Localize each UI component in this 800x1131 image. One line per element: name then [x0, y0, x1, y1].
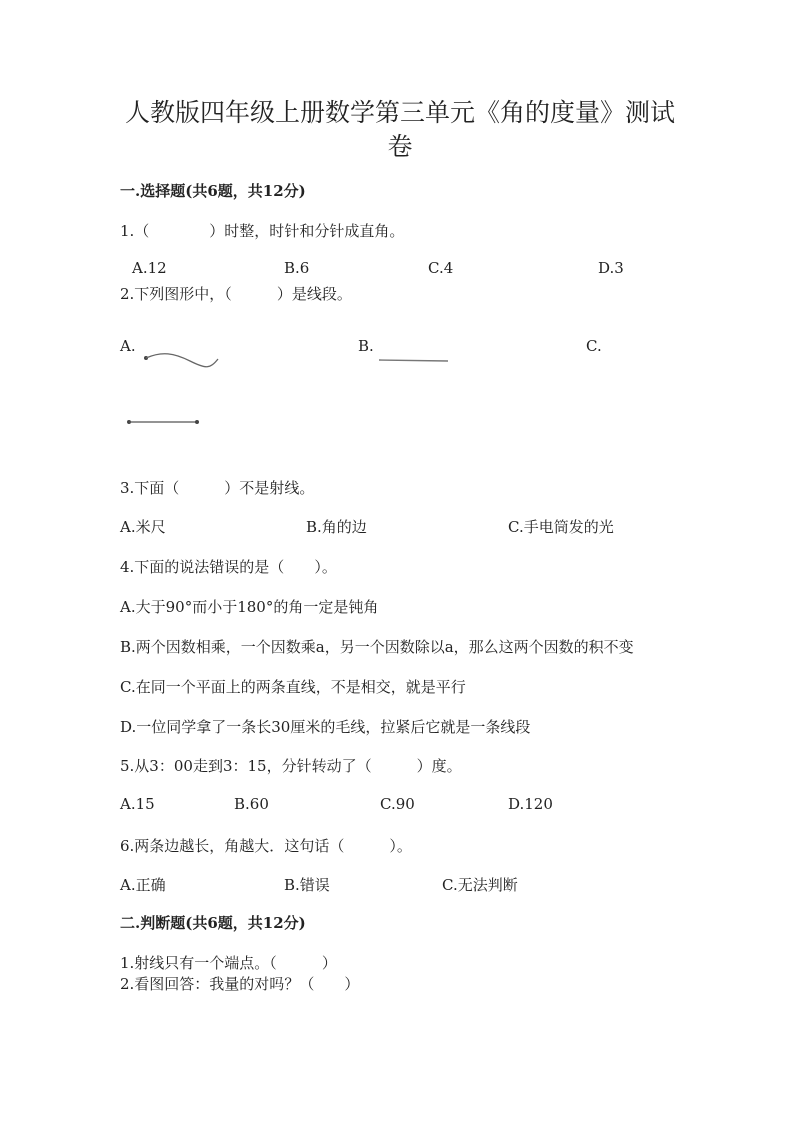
section-heading-judgment: 二.判断题(共6题，共12分)	[120, 914, 306, 932]
ray-figure-b	[378, 355, 450, 365]
q4-option-d: D.一位同学拿了一条长30厘米的毛线，拉紧后它就是一条线段	[120, 718, 531, 736]
q1-option-c: C.4	[428, 259, 454, 277]
page-title-line2: 卷	[387, 132, 413, 161]
q1-option-b: B.6	[284, 259, 310, 277]
q6-option-a: A.正确	[120, 876, 166, 894]
question-5: 5.从3：00走到3：15，分针转动了（ ）度。	[120, 757, 462, 775]
judgment-question-2: 2.看图回答：我量的对吗？（ ）	[120, 975, 360, 993]
q3-option-a: A.米尺	[120, 518, 166, 536]
section-heading-choice: 一.选择题(共6题，共12分)	[120, 182, 306, 200]
q5-option-c: C.90	[380, 795, 415, 813]
q4-option-b: B.两个因数相乘，一个因数乘a，另一个因数除以a，那么这两个因数的积不变	[120, 638, 634, 656]
q5-option-a: A.15	[120, 795, 155, 813]
q3-option-c: C.手电筒发的光	[508, 518, 614, 536]
page-title-line1: 人教版四年级上册数学第三单元《角的度量》测试	[124, 98, 675, 127]
q3-option-b: B.角的边	[306, 518, 367, 536]
question-2: 2.下列图形中，（ ）是线段。	[120, 285, 352, 303]
q4-option-a: A.大于90°而小于180°的角一定是钝角	[120, 598, 379, 616]
q6-option-c: C.无法判断	[442, 876, 518, 894]
question-4: 4.下面的说法错误的是（ ）。	[120, 558, 337, 576]
q2-option-b: B.	[358, 337, 374, 355]
question-1: 1.（ ）时整，时针和分针成直角。	[120, 222, 405, 240]
judgment-question-1: 1.射线只有一个端点。（ ）	[120, 954, 337, 972]
question-6: 6.两条边越长，角越大．这句话（ ）。	[120, 837, 412, 855]
q4-option-c: C.在同一个平面上的两条直线，不是相交，就是平行	[120, 678, 466, 696]
q5-option-d: D.120	[508, 795, 553, 813]
q1-option-a: A.12	[132, 259, 167, 277]
question-3: 3.下面（ ）不是射线。	[120, 479, 315, 497]
segment-figure-c	[124, 415, 204, 429]
q1-option-d: D.3	[598, 259, 624, 277]
q6-option-b: B.错误	[284, 876, 330, 894]
curve-figure-a	[140, 345, 230, 375]
q2-option-c: C.	[586, 337, 602, 355]
q2-option-a: A.	[120, 337, 136, 355]
q5-option-b: B.60	[234, 795, 269, 813]
